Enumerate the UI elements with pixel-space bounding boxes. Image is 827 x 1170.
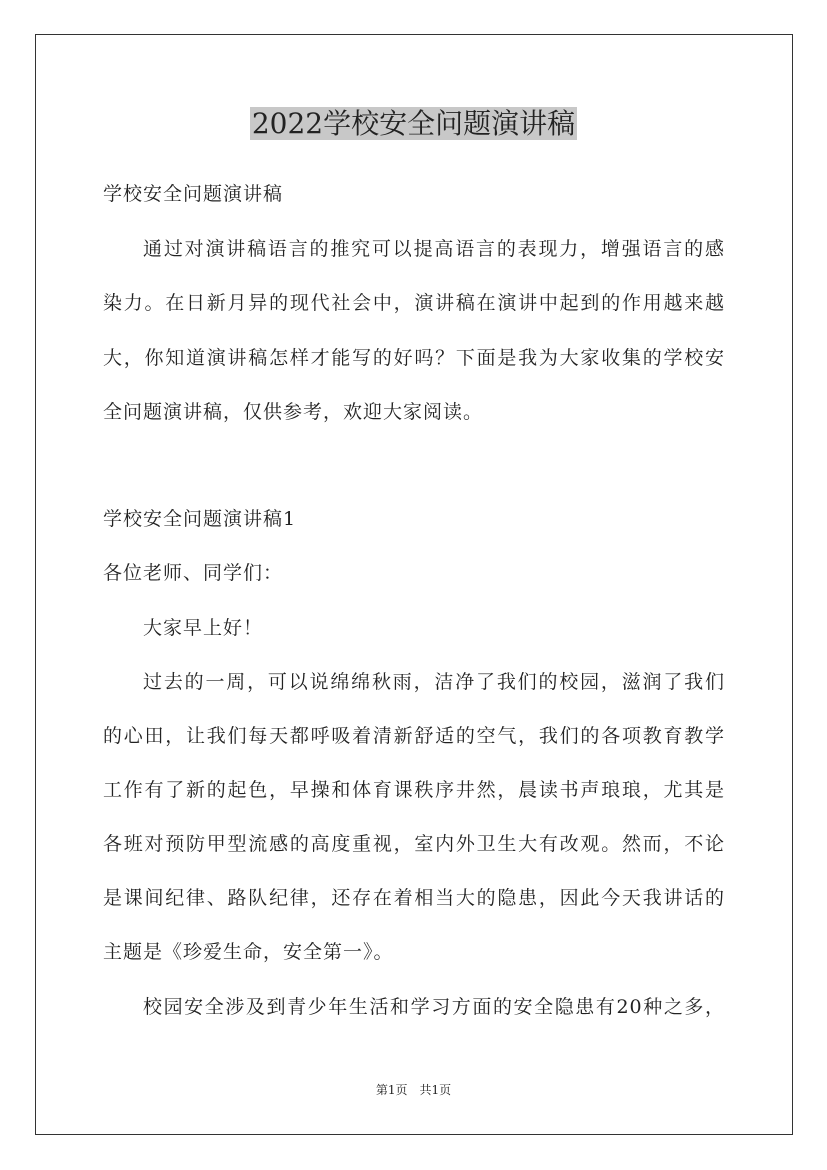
body-line-6: 主题是《珍爱生命，安全第一》。: [103, 941, 394, 963]
salutation: 各位老师、同学们：: [103, 562, 284, 584]
greeting: 大家早上好！: [143, 617, 264, 639]
page-number: 第1页 共1页: [375, 1083, 452, 1097]
section-heading: 学校安全问题演讲稿1: [103, 508, 297, 530]
body-line-2: 的心田，让我们每天都呼吸着清新舒适的空气，我们的各项教育教学: [103, 725, 725, 747]
body-line-4: 各班对预防甲型流感的高度重视，室内外卫生大有改观。然而，不论: [103, 833, 725, 855]
intro-line-4: 全问题演讲稿，仅供参考，欢迎大家阅读。: [103, 401, 484, 423]
document-subtitle: 学校安全问题演讲稿: [103, 183, 284, 205]
intro-line-3: 大，你知道演讲稿怎样才能写的好吗？下面是我为大家收集的学校安: [103, 347, 725, 369]
body-line-7: 校园安全涉及到青少年生活和学习方面的安全隐患有20种之多，: [143, 996, 725, 1018]
body-line-5: 是课间纪律、路队纪律，还存在着相当大的隐患，因此今天我讲话的: [103, 887, 725, 909]
intro-line-2: 染力。在日新月异的现代社会中，演讲稿在演讲中起到的作用越来越: [103, 292, 725, 314]
document-title: 2022学校安全问题演讲稿: [251, 107, 576, 140]
intro-line-1: 通过对演讲稿语言的推究可以提高语言的表现力，增强语言的感: [143, 238, 725, 260]
body-line-1: 过去的一周，可以说绵绵秋雨，洁净了我们的校园，滋润了我们: [143, 671, 725, 693]
body-line-3: 工作有了新的起色，早操和体育课秩序井然，晨读书声琅琅，尤其是: [103, 779, 725, 801]
